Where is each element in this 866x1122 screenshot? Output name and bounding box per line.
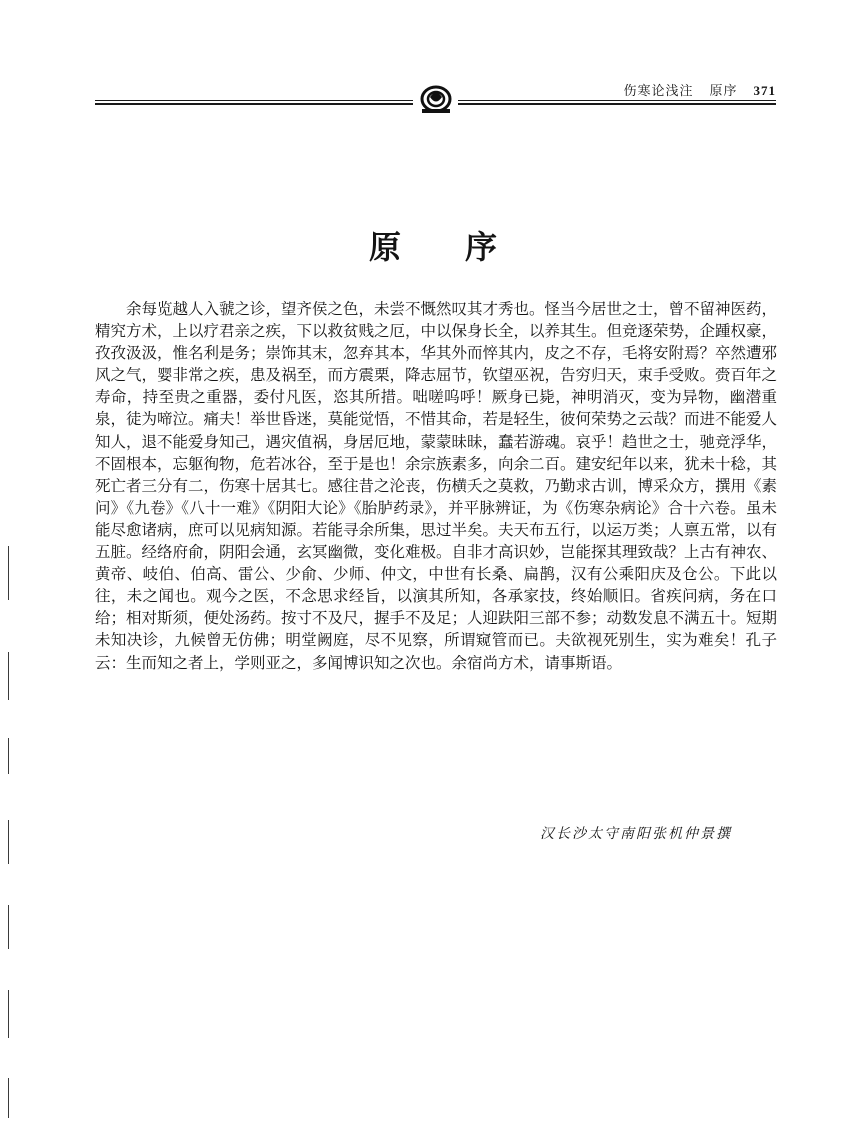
scan-edge-mark	[8, 652, 9, 700]
scan-edge-mark	[8, 546, 9, 600]
header-book-title: 伤寒论浅注	[623, 84, 694, 99]
header-rule-left	[95, 100, 413, 105]
scan-edge-mark	[8, 905, 9, 949]
page-number: 371	[753, 83, 776, 98]
header-section: 原序	[709, 84, 738, 99]
signature: 汉长沙太守南阳张机仲景撰	[540, 826, 732, 842]
scan-edge-mark	[8, 738, 9, 774]
scan-edge-mark	[8, 990, 9, 1038]
scan-edge-mark	[8, 1078, 9, 1118]
running-head	[623, 80, 776, 99]
paragraph: 余每览越人入虢之诊，望齐侯之色，未尝不慨然叹其才秀也。怪当今居世之士，曾不留神医药，精究方术，上以疗君亲之疾，下以救贫贱之厄，中以保身长全，以养其生。但竞逐荣势，企踵权豪，孜孜汲汲，惟名利是务；崇饰其末，忽弃其本，华其外而悴其内，皮之不存，毛将安附焉？卒然遭邪风之气，婴非常之疾，患及祸至，而方震栗，降志屈节，钦望巫祝，告穷归天，束手受败。赍百年之寿命，持至贵之重器，委付凡医，恣其所措。咄嗟呜呼！厥身已毙，神明消灭，变为异物，幽潜重泉，徒为啼泣。痛夫！举世昏迷，莫能觉悟，不惜其命，若是轻生，彼何荣势之云哉？而进不能爱人知人，退不能爱身知己，遇灾值祸，身居厄地，蒙蒙昧昧，蠢若游魂。哀乎！趋世之士，驰竞浮华，不固根本，忘躯徇物，危若冰谷，至于是也！余宗族素多，向余二百。建安纪年以来，犹未十稔，其死亡者三分有二，伤寒十居其七。感往昔之沦丧，伤横夭之莫救，乃勤求古训，博采众方，撰用《素问》《九卷》《八十一难》《阴阳大论》《胎胪药录》，并平脉辨证，为《伤寒杂病论》合十六卷。虽未能尽愈诸病，庶可以见病知源。若能寻余所集，思过半矣。夫天布五行，以运万类；人禀五常，以有五脏。经络府俞，阴阳会通，玄冥幽微，变化难极。自非才高识妙，岂能探其理致哉？上古有神农、黄帝、岐伯、伯高、雷公、少俞、少师、仲文，中世有长桑、扁鹊，汉有公乘阳庆及仓公。下此以往，未之闻也。观今之医，不念思求经旨，以演其所知，各承家技，终始顺旧。省疾问病，务在口给；相对斯须，便处汤药。按寸不及尺，握手不及足；人迎趺阳三部不参；动数发息不满五十。短期未知决诊，九候曾无仿佛；明堂阙庭，尽不见察，所谓窥管而已。夫欲视死别生，实为难矣！孔子云：生而知之者上，学则亚之，多闻博识知之次也。余宿尚方术，请事斯语。	[95, 300, 778, 672]
scan-edge-mark	[8, 820, 9, 864]
page-title: 原序	[368, 228, 561, 266]
body-text	[95, 298, 777, 674]
header-rule-right	[458, 100, 776, 105]
publisher-logo-icon	[418, 84, 454, 114]
